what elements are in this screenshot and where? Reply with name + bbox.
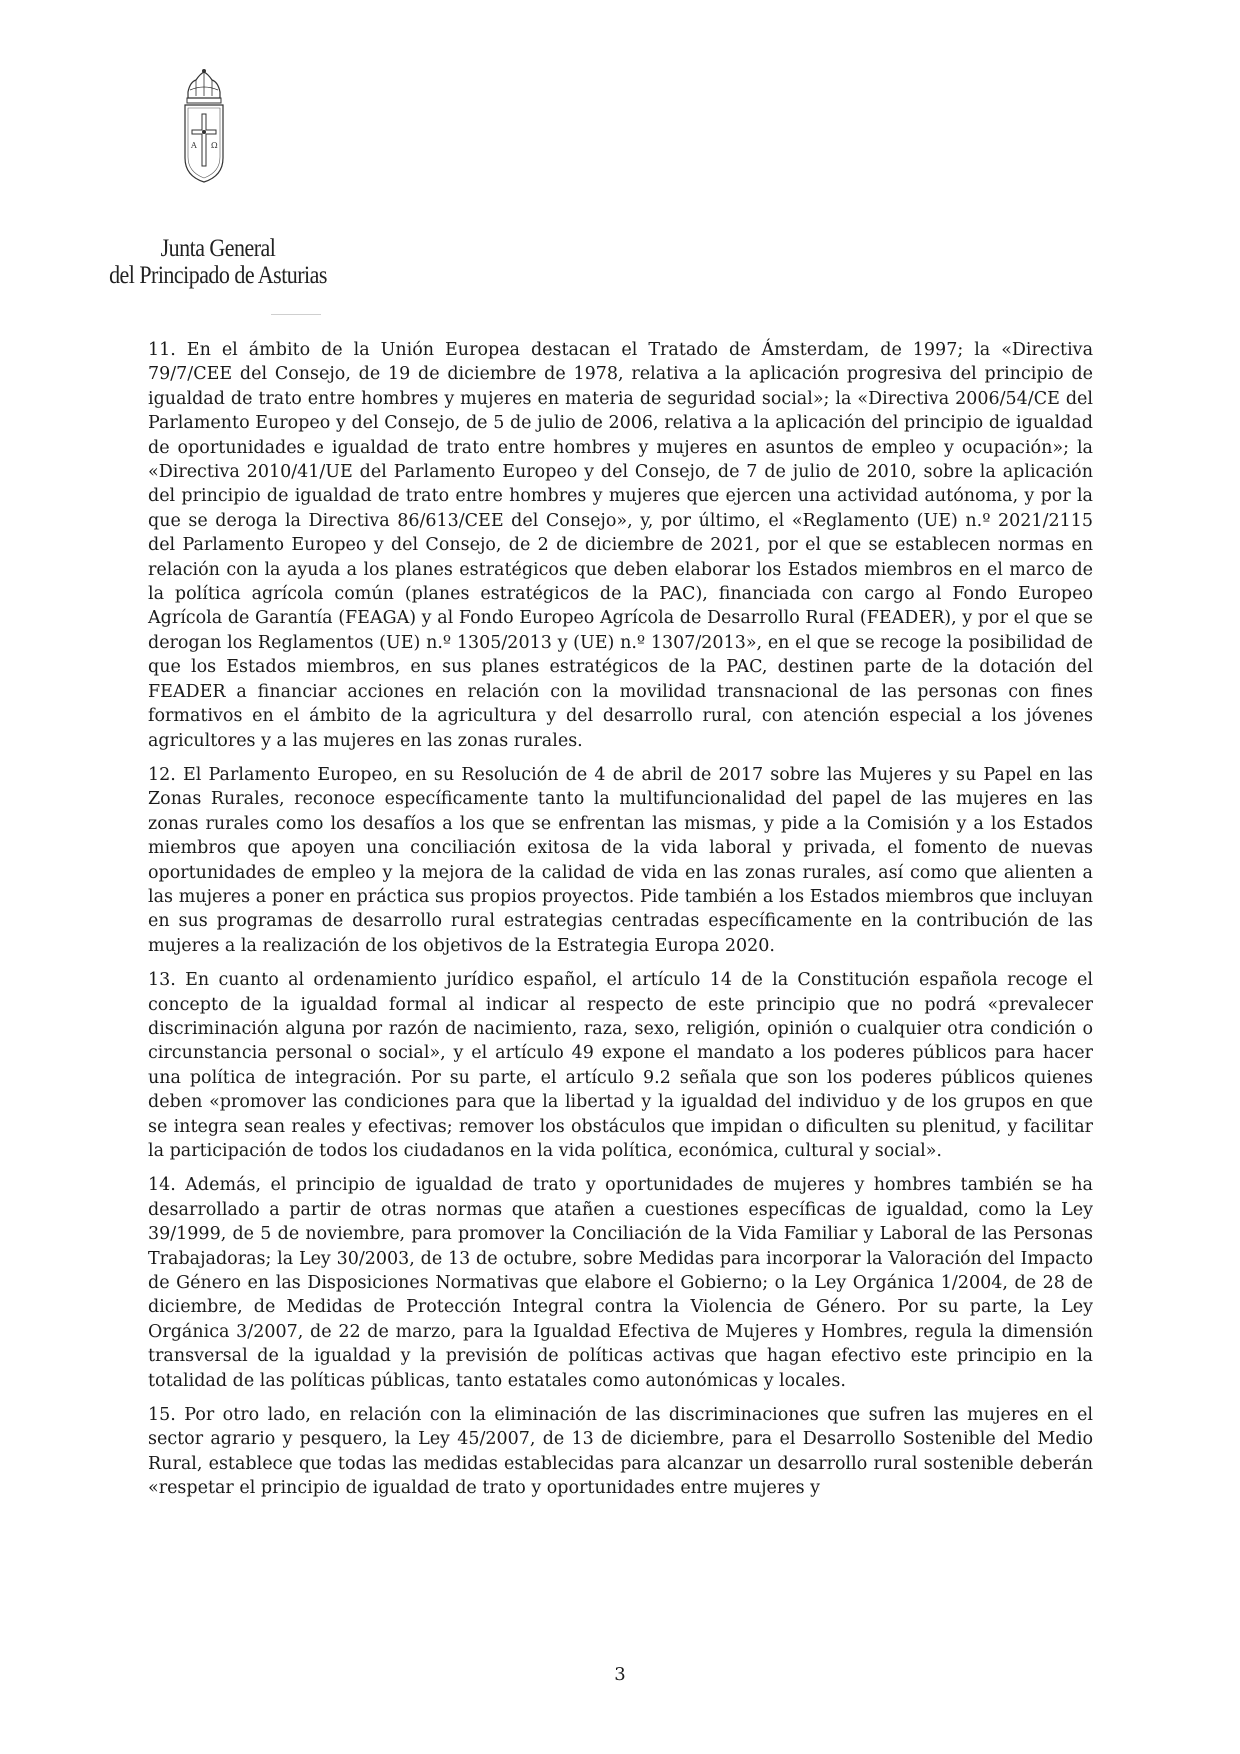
paragraph-14: 14. Además, el principio de igualdad de trato y oportunidades de mujeres y hombres también se ha desarrollado a partir de otras normas que atañen a cuestiones específicas de igualdad, como la Ley 39/1999, de 5 de noviembre, para promover la Conciliación de la Vida Familiar y Laboral de las Personas Trabajadoras; la Ley 30/2003, de 13 de octubre, sobre Medidas para incorporar la Valoración del Impacto de Género en las Disposiciones Normativas que elabore el Gobierno; o la Ley Orgánica 1/2004, de 28 de diciembre, de Medidas de Protección Integral contra la Violencia de Género. Por su parte, la Ley Orgánica 3/2007, de 22 de marzo, para la Igualdad Efectiva de Mujeres y Hombres, regula la dimensión transversal de la igualdad y la previsión de políticas activas que hagan efectivo este principio en la totalidad de las políticas públicas, tanto estatales como autonómicas y locales.: [148, 1175, 1093, 1391]
organization-name-line1: Junta General: [160, 235, 276, 262]
paragraph-11: 11. En el ámbito de la Unión Europea destacan el Tratado de Ámsterdam, de 1997; la «Directiva 79/7/CEE del Consejo, de 19 de diciembre de 1978, relativa a la aplicación progresiva del principio de igualdad de trato entre hombres y mujeres en materia de seguridad social»; la «Directiva 2006/54/CE del Parlamento Europeo y del Consejo, de 5 de julio de 2006, relativa a la aplicación del principio de igualdad de oportunidades e igualdad de trato entre hombres y mujeres en asuntos de empleo y ocupación»; la «Directiva 2010/41/UE del Parlamento Europeo y del Consejo, de 7 de julio de 2010, sobre la aplicación del principio de igualdad de trato entre hombres y mujeres que ejercen una actividad autónoma, y por la que se deroga la Directiva 86/613/CEE del Consejo», y, por último, el «Reglamento (UE) n.º 2021/2115 del Parlamento Europeo y del Consejo, de 2 de diciembre de 2021, por el que se establecen normas en relación con la ayuda a los planes estratégicos que deben elaborar los Estados miembros en el marco de la política agrícola común (planes estratégicos de la PAC), financiada con cargo al Fondo Europeo Agrícola de Garantía (FEAGA) y al Fondo Europeo Agrícola de Desarrollo Rural (FEADER), y por el que se derogan los Reglamentos (UE) n.º 1305/2013 y (UE) n.º 1307/2013», en el que se recoge la posibilidad de que los Estados miembros, en sus planes estratégicos de la PAC, destinen parte de la dotación del FEADER a financiar acciones en relación con la movilidad transnacional de las personas con fines formativos en el ámbito de la agricultura y del desarrollo rural, con atención especial a los jóvenes agricultores y a las mujeres en las zonas rurales.: [148, 340, 1093, 751]
asturias-coat-of-arms-icon: [180, 68, 228, 186]
svg-text:Ω: Ω: [211, 141, 218, 150]
paragraph-15: 15. Por otro lado, en relación con la eliminación de las discriminaciones que sufren las mujeres en el sector agrario y pesquero, la Ley 45/2007, de 13 de diciembre, para el Desarrollo Sostenible del Medio Rural, establece que todas las medidas establecidas para alcanzar un desarrollo rural sostenible deberán «respetar el principio de igualdad de trato y oportunidades entre mujeres y: [148, 1405, 1093, 1499]
document-body: [148, 338, 1093, 1511]
page-number: 3: [614, 1664, 626, 1685]
letterhead: [88, 60, 348, 289]
organization-name-line2: del Principado de Asturias: [109, 262, 327, 289]
header-divider: [271, 314, 321, 315]
paragraph-12: 12. El Parlamento Europeo, en su Resolución de 4 de abril de 2017 sobre las Mujeres y su Papel en las Zonas Rurales, reconoce específicamente tanto la multifuncionalidad del papel de las mujeres en las zonas rurales como los desafíos a los que se enfrentan las mismas, y pide a la Comisión y a los Estados miembros que apoyen una conciliación exitosa de la vida laboral y privada, el fomento de nuevas oportunidades de empleo y la mejora de la calidad de vida en las zonas rurales, así como que alienten a las mujeres a poner en práctica sus propios proyectos. Pide también a los Estados miembros que incluyan en sus programas de desarrollo rural estrategias centradas específicamente en la contribución de las mujeres a la realización de los objetivos de la Estrategia Europa 2020.: [148, 764, 1093, 956]
svg-text:A: A: [191, 141, 197, 150]
organization-name: [88, 236, 348, 288]
paragraph-13: 13. En cuanto al ordenamiento jurídico español, el artículo 14 de la Constitución española recoge el concepto de la igualdad formal al indicar al respecto de este principio que no podrá «prevalecer discriminación alguna por razón de nacimiento, raza, sexo, religión, opinión o cualquier otra condición o circunstancia personal o social», y el artículo 49 expone el mandato a los poderes públicos para hacer una política de integración. Por su parte, el artículo 9.2 señala que son los poderes públicos quienes deben «promover las condiciones para que la libertad y la igualdad del individuo y de los grupos en que se integra sean reales y efectivas; remover los obstáculos que impidan o dificulten su plenitud, y facilitar la participación de todos los ciudadanos en la vida política, económica, cultural y social».: [148, 970, 1093, 1161]
